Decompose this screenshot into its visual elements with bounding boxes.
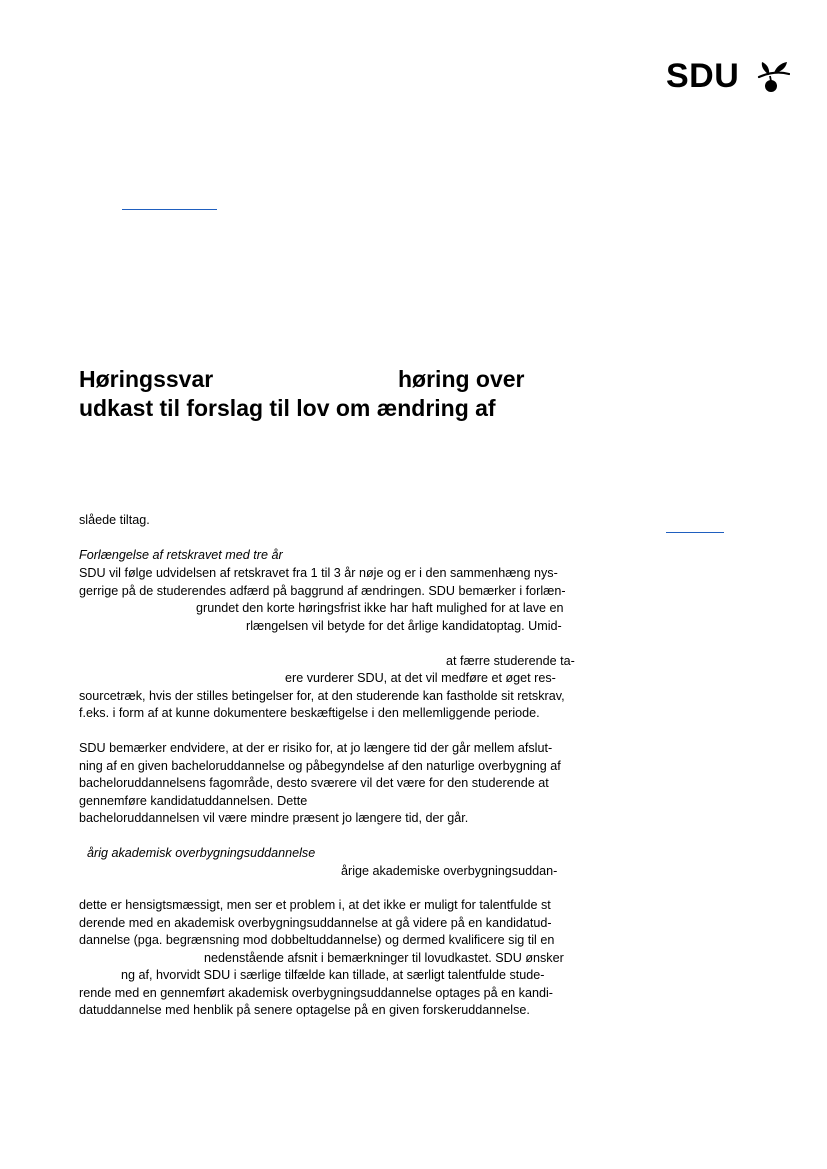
body-line: SDU vil følge udvidelsen af retskravet fra 1 til 3 år nøje og er i den sammenhæng nys- [79,566,558,580]
header-rule [122,209,217,210]
page-title-line-1-left: Høringssvar [79,366,214,392]
body-line: ere vurderer SDU, at det vil medføre et øget res- [285,671,556,685]
section-heading: Forlængelse af retskravet med tre år [79,548,283,562]
body-line: rende med en gennemført akademisk overbygningsuddannelse optages på en kandi- [79,986,553,1000]
logo-text: SDU [666,57,740,95]
body-line: dette er hensigtsmæssigt, men ser et problem i, at det ikke er muligt for talentfulde st [79,898,551,912]
body-line: bacheloruddannelsens fagområde, desto sværere vil det være for den studerende at [79,776,549,790]
body-line: rlængelsen vil betyde for det årlige kandidatoptag. Umid- [246,619,562,633]
body-line: årige akademiske overbygningsuddan- [341,864,558,878]
body-line: ng af, hvorvidt SDU i særlige tilfælde kan tillade, at særligt talentfulde stude- [121,968,545,982]
body-line: ning af en given bacheloruddannelse og påbegyndelse af den naturlige overbygning af [79,759,561,773]
body-line: nedenstående afsnit i bemærkninger til lovudkastet. SDU ønsker [204,951,564,965]
body-line: bacheloruddannelsen vil være mindre præsent jo længere tid, der går. [79,811,469,825]
body-line: slåede tiltag. [79,513,150,527]
sdu-logo [666,58,790,94]
body-line: gennemføre kandidatuddannelsen. Dette [79,794,308,808]
side-rule [666,532,724,533]
body-line: gerrige på de studerendes adfærd på baggrund af ændringen. SDU bemærker i forlæn- [79,584,566,598]
body-line: datuddannelse med henblik på senere optagelse på en given forskeruddannelse. [79,1003,530,1017]
page-title-line-2: udkast til forslag til lov om ændring af [79,395,496,421]
body-line: sourcetræk, hvis der stilles betingelser for, at den studerende kan fastholde sit retskrav, [79,689,565,703]
section-heading: årig akademisk overbygningsuddannelse [87,846,316,860]
body-line: f.eks. i form af at kunne dokumentere beskæftigelse i den mellemliggende periode. [79,706,540,720]
page-title-line-1-right: høring over [398,366,525,392]
body-line: SDU bemærker endvidere, at der er risiko for, at jo længere tid der går mellem afslut- [79,741,553,755]
body-line: grundet den korte høringsfrist ikke har haft mulighed for at lave en [196,601,564,615]
body-line: at færre studerende ta- [446,654,575,668]
body-line: dannelse (pga. begrænsning mod dobbeltuddannelse) og dermed kvalificere sig til en [79,933,555,947]
body-line: derende med en akademisk overbygningsuddannelse at gå videre på en kandidatud- [79,916,552,930]
sdu-apple-branch-icon [756,58,790,94]
